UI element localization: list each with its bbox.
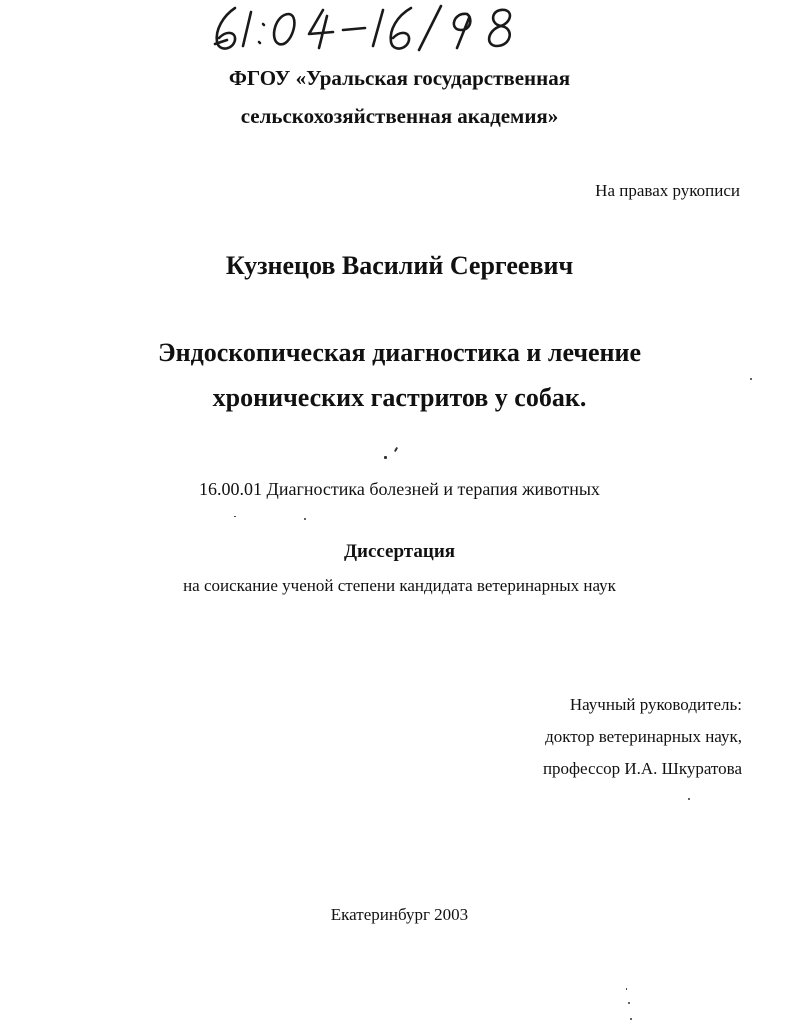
scan-speck <box>304 518 306 520</box>
scan-speck <box>394 447 398 452</box>
manuscript-note: На правах рукописи <box>595 181 740 200</box>
dissertation-title-line-1: Эндоскопическая диагностика и лечение <box>157 338 642 367</box>
scan-speck <box>628 1002 630 1004</box>
dissertation-title-line-2: хронических гастритов у собак. <box>212 383 587 412</box>
supervisor-name: профессор И.А. Шкуратова <box>542 759 742 778</box>
degree-line: на соискание ученой степени кандидата ветеринарных наук <box>183 576 616 595</box>
supervisor-label: Научный руководитель: <box>569 695 742 714</box>
scan-speck <box>626 988 627 990</box>
specialty-code: 16.00.01 Диагностика болезней и терапия животных <box>199 479 600 499</box>
scan-speck <box>234 516 236 517</box>
handwritten-stamp <box>205 0 535 58</box>
supervisor-degree: доктор ветеринарных наук, <box>545 727 742 746</box>
scan-speck <box>630 1018 632 1020</box>
organization-line-1: ФГОУ «Уральская государственная <box>228 66 571 90</box>
work-type: Диссертация <box>343 541 456 562</box>
place-year: Екатеринбург 2003 <box>330 905 469 924</box>
scan-speck <box>750 378 752 380</box>
scan-speck <box>384 456 387 459</box>
scan-speck <box>688 798 690 800</box>
author-name: Кузнецов Василий Сергеевич <box>225 251 574 280</box>
organization-line-2: сельскохозяйственная академия» <box>240 104 559 128</box>
